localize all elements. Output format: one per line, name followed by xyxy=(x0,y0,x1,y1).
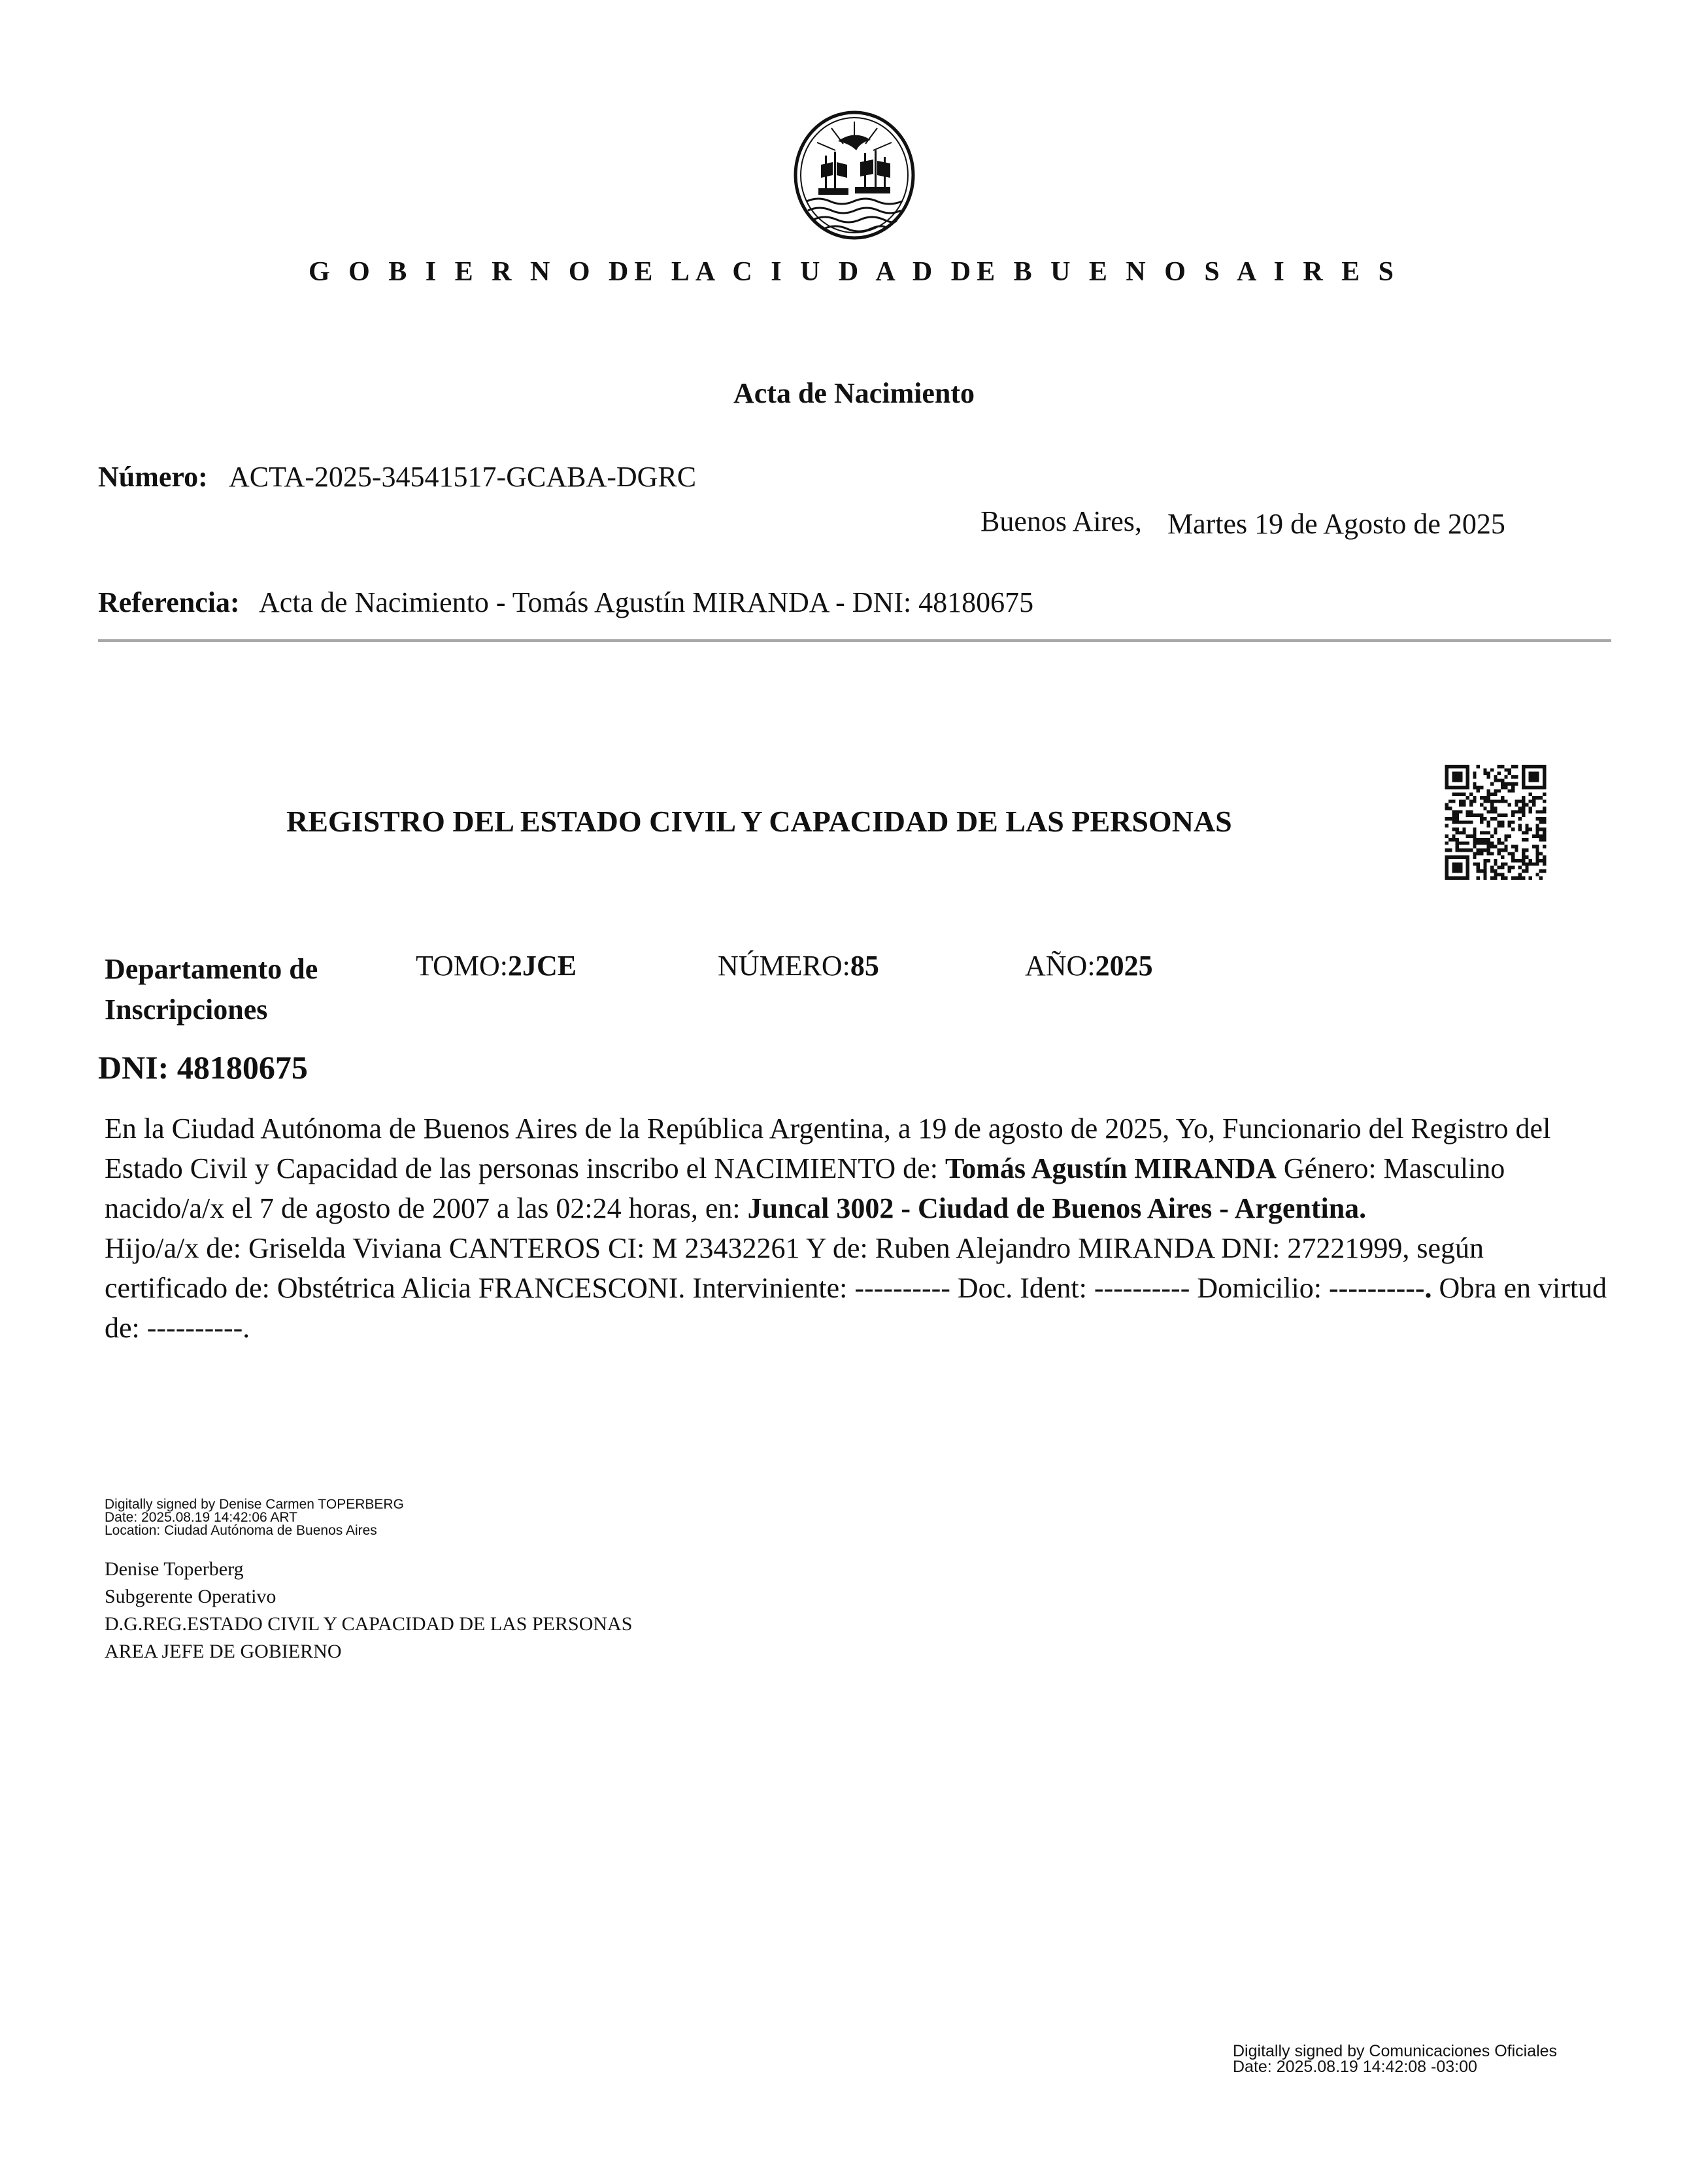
signer-name: Denise Toperberg xyxy=(105,1558,244,1580)
dni-heading: DNI: 48180675 xyxy=(98,1049,308,1086)
referencia-value: Acta de Nacimiento - Tomás Agustín MIRANDA - DNI: 48180675 xyxy=(259,586,1034,618)
body-text-intro: En la Ciudad Autónoma de Buenos Aires de la República Argentina, a 19 de agosto de 2025, Yo, Funcionario del Registro del Estado Civil y Capacidad de las personas inscribo el NACIMIENTO de: xyxy=(105,1112,1551,1184)
signature-1-line1: Digitally signed by Denise Carmen TOPERBERG xyxy=(105,1497,404,1512)
referencia-label: Referencia: xyxy=(98,586,240,618)
body-child-name: Tomás Agustín MIRANDA xyxy=(945,1152,1277,1184)
signature-2-line1: Digitally signed by Comunicaciones Oficiales xyxy=(1233,2042,1558,2060)
document-title: Acta de Nacimiento xyxy=(733,377,975,409)
signature-2-date: Date: 2025.08.19 14:42:08 -03:00 xyxy=(1233,2058,1477,2076)
numero-value: ACTA-2025-34541517-GCABA-DGRC xyxy=(229,461,697,493)
anio-value: 2025 xyxy=(1095,950,1153,982)
signer-office: D.G.REG.ESTADO CIVIL Y CAPACIDAD DE LAS PERSONAS xyxy=(105,1613,633,1635)
departamento-line2: Inscripciones xyxy=(105,994,268,1026)
body-text-parents: Hijo/a/x de: Griselda Viviana CANTEROS CI: M 23432261 Y de: Ruben Alejandro MIRANDA DNI: 27221999, según certificado de: Obstétrica Alicia FRANCESCONI. Interviniente: ---------- Doc. Ident: ---------- Domicilio: xyxy=(105,1232,1484,1304)
tomo-field xyxy=(416,949,577,982)
numero-field-value: 85 xyxy=(850,950,879,982)
body-text-obra: Obra en virtud de: ----------. xyxy=(105,1272,1607,1344)
departamento-line1: Departamento de xyxy=(105,953,318,985)
numero-label: Número: xyxy=(98,461,208,493)
numero-field xyxy=(718,949,879,982)
body-birth-place: Juncal 3002 - Ciudad de Buenos Aires - Argentina. xyxy=(747,1192,1367,1224)
signer-block xyxy=(105,1556,632,1665)
body-paragraph-2 xyxy=(105,1228,1608,1348)
registro-title: REGISTRO DEL ESTADO CIVIL Y CAPACIDAD DE LAS PERSONAS xyxy=(286,805,1232,838)
government-header: G O B I E R N O DE LA C I U D A D DE B U E N O S A I R E S xyxy=(308,257,1400,287)
qr-code-icon xyxy=(1445,765,1547,880)
departamento-label xyxy=(105,949,379,1030)
body-text-birth: Género: Masculino nacido/a/x el 7 de agosto de 2007 a las 02:24 horas, en: xyxy=(105,1152,1505,1224)
signature-1-date: Date: 2025.08.19 14:42:06 ART xyxy=(105,1510,298,1525)
digital-signature-1 xyxy=(105,1498,404,1537)
body-paragraph-1 xyxy=(105,1109,1608,1228)
signer-area: AREA JEFE DE GOBIERNO xyxy=(105,1641,342,1662)
anio-field xyxy=(1025,949,1153,982)
numero-field-label: NÚMERO: xyxy=(718,950,850,982)
tomo-label: TOMO: xyxy=(416,950,508,982)
date-value: Martes 19 de Agosto de 2025 xyxy=(1167,508,1505,540)
coat-of-arms-seal-icon xyxy=(792,110,916,241)
signature-1-location: Location: Ciudad Autónoma de Buenos Aires xyxy=(105,1523,377,1538)
place-label: Buenos Aires, xyxy=(980,505,1142,537)
body-domicilio: ----------. xyxy=(1329,1272,1432,1304)
signer-role: Subgerente Operativo xyxy=(105,1586,276,1607)
acta-body xyxy=(105,1109,1608,1348)
anio-label: AÑO: xyxy=(1025,950,1096,982)
header-divider xyxy=(98,639,1611,642)
tomo-value: 2JCE xyxy=(507,950,577,982)
digital-signature-2 xyxy=(1233,2043,1557,2075)
